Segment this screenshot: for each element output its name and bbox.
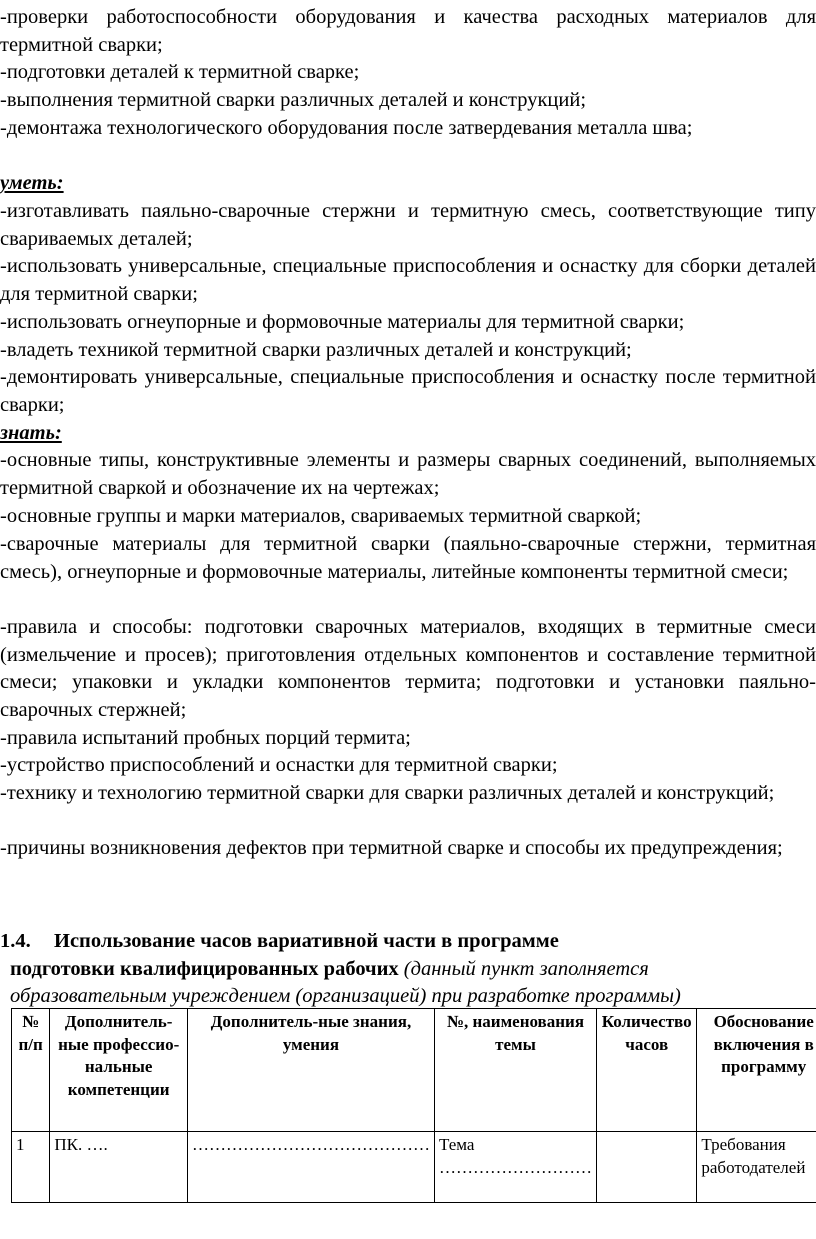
znat-item: -причины возникновения дефектов при термитной сварке и способы их предупреждения;: [0, 837, 783, 859]
znat-item: -правила и способы: подготовки сварочных материалов, входящих в термитные смеси (измельчение и просев); приготовления отдельных компонентов и составление термитной смеси; упаковки и укладки компонентов термита; подготовки и установки паяльно-сварочных стержней;: [0, 616, 816, 721]
section-note-cont: образовательным учреждением (организацией) при разработке программы): [10, 985, 681, 1007]
col-header-knowledge: Дополнитель-ные знания, умения: [187, 1009, 434, 1132]
znat-item: -устройство приспособлений и оснастки для термитной сварки;: [0, 754, 558, 776]
variative-hours-table: [11, 1008, 816, 1203]
znat-item: -основные группы и марки материалов, свариваемых термитной сваркой;: [0, 505, 642, 527]
col-header-topic: №, наименования темы: [434, 1009, 596, 1132]
cell-competence: ПК. ….: [50, 1132, 188, 1203]
cell-num: 1: [12, 1132, 50, 1203]
duty-line: -подготовки деталей к термитной сварке;: [0, 61, 360, 83]
umet-item: -владеть техникой термитной сварки различных деталей и конструкций;: [0, 339, 632, 361]
umet-item: -использовать огнеупорные и формовочные материалы для термитной сварки;: [0, 311, 685, 333]
cell-topic: Тема ………………………: [434, 1132, 596, 1203]
section-number: 1.4.: [0, 930, 31, 952]
section-note: (данный пункт заполняется: [403, 958, 649, 980]
col-header-hours: Количество часов: [596, 1009, 696, 1132]
duty-line: -проверки работоспособности оборудования и качества расходных материалов для термитной сварки;: [0, 6, 816, 56]
section-title-line1: [0, 928, 816, 956]
znat-item: -сварочные материалы для термитной сварки (паяльно-сварочные стержни, термитная смесь), огнеупорные и формовочные материалы, литейные компоненты термитной смеси;: [0, 533, 816, 583]
duty-line: -демонтажа технологического оборудования после затвердевания металла шва;: [0, 117, 693, 139]
cell-hours: [596, 1132, 696, 1203]
table-row: [12, 1132, 816, 1203]
col-header-competence: Дополнитель-ные профессио-нальные компетенции: [50, 1009, 188, 1132]
section-title-line3: [10, 983, 816, 1011]
znat-item: -основные типы, конструктивные элементы и размеры сварных соединений, выполняемых термитной сваркой и обозначение их на чертежах;: [0, 449, 816, 499]
table-header-row: [12, 1009, 816, 1132]
section-title: Использование часов вариативной части в программе: [54, 930, 559, 952]
znat-item: -правила испытаний пробных порций термита;: [0, 727, 411, 749]
cell-reason: Требования работодателей: [697, 1132, 816, 1203]
duty-line: -выполнения термитной сварки различных деталей и конструкций;: [0, 89, 587, 111]
cell-knowledge: ……………………………………: [187, 1132, 434, 1203]
col-header-num: № п/п: [12, 1009, 50, 1132]
col-header-reason: Обоснование включения в программу: [697, 1009, 816, 1132]
umet-item: -демонтировать универсальные, специальные приспособления и оснастку после термитной сварки;: [0, 366, 816, 416]
umet-header: уметь:: [0, 172, 64, 194]
umet-item: -изготавливать паяльно-сварочные стержни и термитную смесь, соответствующие типу свариваемых деталей;: [0, 200, 816, 250]
section-title-line2: [10, 956, 816, 984]
umet-item: -использовать универсальные, специальные приспособления и оснастку для сборки деталей для термитной сварки;: [0, 255, 816, 305]
znat-item: -технику и технологию термитной сварки для сварки различных деталей и конструкций;: [0, 782, 775, 804]
znat-header: знать:: [0, 422, 62, 444]
section-title-cont: подготовки квалифицированных рабочих: [10, 958, 399, 980]
